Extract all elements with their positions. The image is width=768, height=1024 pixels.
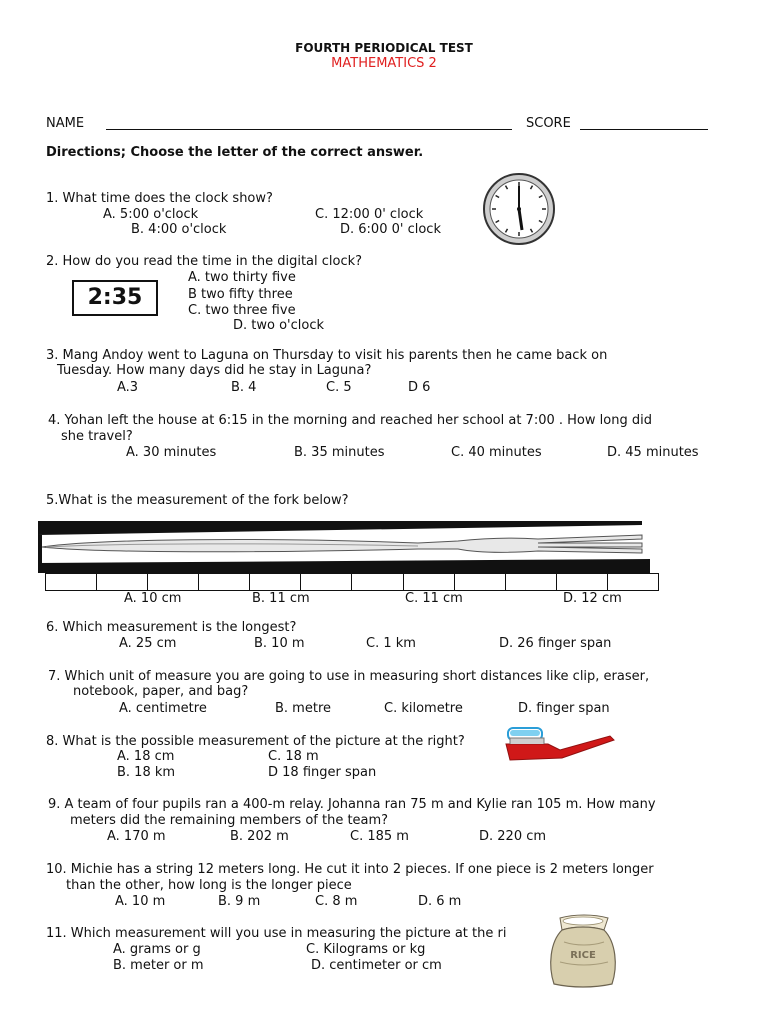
q3-option-a[interactable]: A.3 — [117, 380, 139, 395]
q4-option-a[interactable]: A. 30 minutes — [126, 445, 217, 460]
q2-option-d[interactable]: D. two o'clock — [233, 318, 325, 333]
toothbrush-image-icon — [500, 724, 616, 768]
q1-option-a[interactable]: A. 5:00 o'clock — [103, 207, 199, 222]
q4-text-line1: 4. Yohan left the house at 6:15 in the morning and reached her school at 7:00 . How long did — [48, 413, 652, 428]
q11-option-b[interactable]: B. meter or m — [113, 958, 204, 973]
q10-option-d[interactable]: D. 6 m — [418, 894, 462, 909]
q2-text: 2. How do you read the time in the digital clock? — [46, 254, 363, 269]
q9-option-a[interactable]: A. 170 m — [107, 829, 166, 844]
q4-option-b[interactable]: B. 35 minutes — [294, 445, 385, 460]
q10-option-c[interactable]: C. 8 m — [315, 894, 358, 909]
score-line[interactable] — [580, 129, 708, 130]
q3-text-line2: Tuesday. How many days did he stay in Laguna? — [57, 363, 372, 378]
q3-option-d[interactable]: D 6 — [408, 380, 431, 395]
q4-option-c[interactable]: C. 40 minutes — [451, 445, 542, 460]
q6-option-b[interactable]: B. 10 m — [254, 636, 305, 651]
q7-text-line1: 7. Which unit of measure you are going to use in measuring short distances like clip, eraser, — [48, 669, 650, 684]
q7-option-d[interactable]: D. finger span — [518, 701, 610, 716]
q5-text: 5.What is the measurement of the fork below? — [46, 493, 349, 508]
q11-text: 11. Which measurement will you use in measuring the picture at the ri — [46, 926, 507, 941]
ruler — [45, 573, 659, 591]
q7-text-line2: notebook, paper, and bag? — [73, 684, 249, 699]
subject-title: MATHEMATICS 2 — [331, 56, 437, 71]
q7-option-a[interactable]: A. centimetre — [119, 701, 207, 716]
q10-option-a[interactable]: A. 10 m — [115, 894, 166, 909]
q7-option-b[interactable]: B. metre — [275, 701, 331, 716]
q5-option-a[interactable]: A. 10 cm — [124, 591, 182, 606]
q2-option-c[interactable]: C. two three five — [188, 303, 296, 318]
q2-option-b[interactable]: B two fifty three — [188, 287, 293, 302]
rice-bag-image-icon — [546, 912, 620, 990]
q4-text-line2: she travel? — [61, 429, 133, 444]
q4-option-d[interactable]: D. 45 minutes — [607, 445, 699, 460]
name-line[interactable] — [106, 129, 512, 130]
q1-option-b[interactable]: B. 4:00 o'clock — [131, 222, 227, 237]
q10-text-line2: than the other, how long is the longer piece — [66, 878, 352, 893]
q6-option-a[interactable]: A. 25 cm — [119, 636, 177, 651]
q1-option-d[interactable]: D. 6:00 0' clock — [340, 222, 441, 237]
q1-option-c[interactable]: C. 12:00 0' clock — [315, 207, 424, 222]
q3-option-b[interactable]: B. 4 — [231, 380, 257, 395]
score-label: SCORE — [526, 116, 571, 131]
q9-option-c[interactable]: C. 185 m — [350, 829, 409, 844]
q10-text-line1: 10. Michie has a string 12 meters long. He cut it into 2 pieces. If one piece is 2 meters longer — [46, 862, 654, 877]
q3-text-line1: 3. Mang Andoy went to Laguna on Thursday to visit his parents then he came back on — [46, 348, 608, 363]
q9-text-line1: 9. A team of four pupils ran a 400-m relay. Johanna ran 75 m and Kylie ran 105 m. How many — [48, 797, 656, 812]
q8-option-b[interactable]: B. 18 km — [117, 765, 176, 780]
q3-option-c[interactable]: C. 5 — [326, 380, 352, 395]
q11-option-d[interactable]: D. centimeter or cm — [311, 958, 442, 973]
q7-option-c[interactable]: C. kilometre — [384, 701, 463, 716]
q9-text-line2: meters did the remaining members of the team? — [70, 813, 389, 828]
q9-option-b[interactable]: B. 202 m — [230, 829, 289, 844]
q11-option-c[interactable]: C. Kilograms or kg — [306, 942, 426, 957]
q11-option-a[interactable]: A. grams or g — [113, 942, 201, 957]
q6-text: 6. Which measurement is the longest? — [46, 620, 297, 635]
q8-option-a[interactable]: A. 18 cm — [117, 749, 175, 764]
rice-bag-label: RICE — [570, 950, 596, 961]
q5-option-d[interactable]: D. 12 cm — [563, 591, 622, 606]
analog-clock-icon — [480, 172, 558, 246]
q5-option-b[interactable]: B. 11 cm — [252, 591, 310, 606]
q8-text: 8. What is the possible measurement of the picture at the right? — [46, 734, 465, 749]
directions: Directions; Choose the letter of the correct answer. — [46, 145, 424, 160]
q6-option-d[interactable]: D. 26 finger span — [499, 636, 612, 651]
name-label: NAME — [46, 116, 85, 131]
q8-option-c[interactable]: C. 18 m — [268, 749, 319, 764]
q2-option-a[interactable]: A. two thirty five — [188, 270, 296, 285]
q8-option-d[interactable]: D 18 finger span — [268, 765, 377, 780]
q1-text: 1. What time does the clock show? — [46, 191, 273, 206]
q5-option-c[interactable]: C. 11 cm — [405, 591, 463, 606]
q9-option-d[interactable]: D. 220 cm — [479, 829, 547, 844]
fork-image-icon — [38, 517, 650, 573]
q6-option-c[interactable]: C. 1 km — [366, 636, 416, 651]
q10-option-b[interactable]: B. 9 m — [218, 894, 261, 909]
test-title: FOURTH PERIODICAL TEST — [295, 41, 473, 55]
digital-clock-display: 2:35 — [72, 280, 158, 316]
